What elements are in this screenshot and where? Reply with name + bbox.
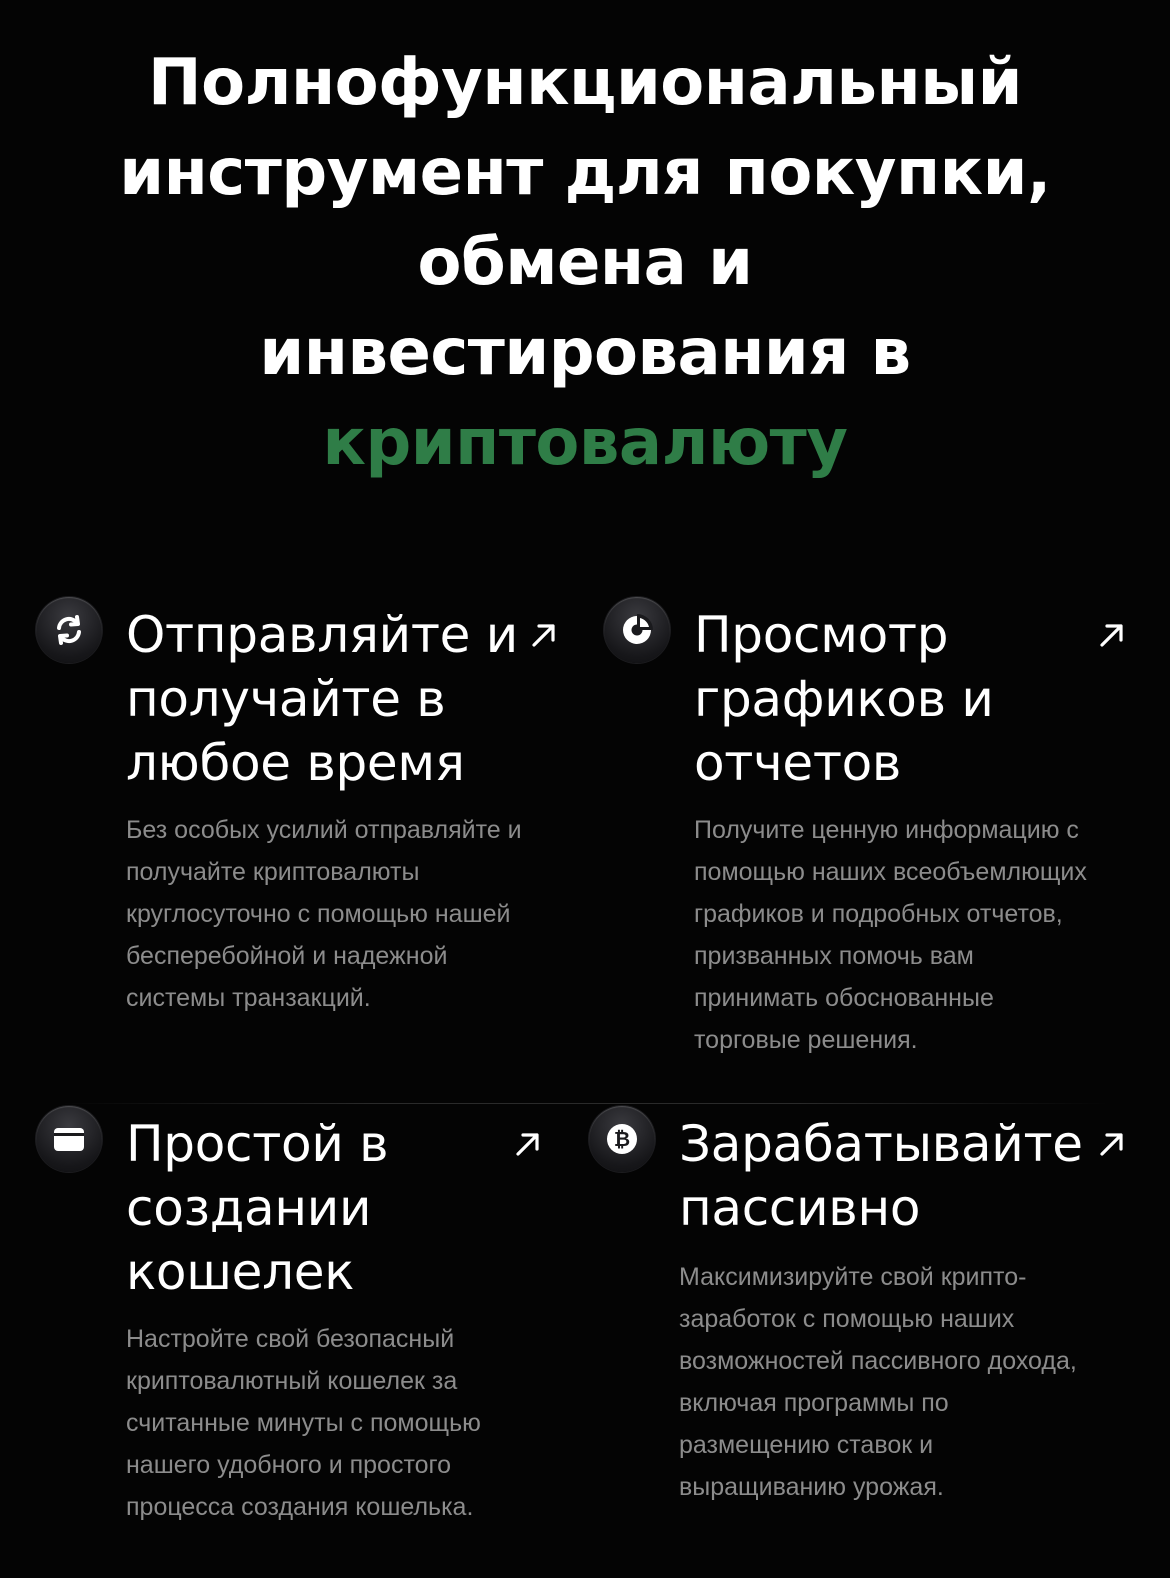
arrow-up-right-icon[interactable] <box>528 619 560 651</box>
feature-charts-reports[interactable] <box>604 597 1136 1057</box>
feature-description: Настройте свой безопасный криптовалютный кошелек за считанные минуты с помощью нашего удобного и простого процесса создания кошелька. <box>126 1325 481 1521</box>
section-divider <box>60 1103 1110 1104</box>
feature-send-receive[interactable] <box>36 597 566 1017</box>
arrow-up-right-icon[interactable] <box>1096 619 1128 651</box>
bitcoin-icon <box>589 1106 655 1172</box>
headline-line-4: инвестирования в <box>259 316 911 390</box>
svg-text:₿: ₿ <box>613 1127 631 1151</box>
feature-title: Просмотр графиков и отчетов <box>694 606 994 792</box>
feature-title: Отправляйте и получайте в любое время <box>126 606 518 792</box>
headline-line-2: инструмент для покупки, <box>119 136 1051 210</box>
pie-chart-icon <box>604 597 670 663</box>
headline-accent: криптовалюту <box>322 406 848 480</box>
feature-description: Без особых усилий отправляйте и получайте криптовалюты круглосуточно с помощью нашей бесперебойной и надежной системы транзакций. <box>126 816 522 1012</box>
feature-passive-income[interactable] <box>589 1106 1136 1526</box>
feature-wallet-creation[interactable] <box>36 1106 566 1536</box>
arrow-up-right-icon[interactable] <box>1096 1128 1128 1160</box>
feature-description: Максимизируйте свой крипто- заработок с помощью наших возможностей пассивного дохода, включая программы по размещению ставок и выращиванию урожая. <box>679 1263 1077 1501</box>
feature-title: Зарабатывайте пассивно <box>679 1115 1083 1237</box>
wallet-icon <box>36 1106 102 1172</box>
headline-line-1: Полнофункциональный <box>148 46 1022 120</box>
arrow-up-right-icon[interactable] <box>512 1128 544 1160</box>
feature-title: Простой в создании кошелек <box>126 1115 389 1301</box>
page-headline <box>0 38 1170 488</box>
sync-arrows-icon <box>36 597 102 663</box>
feature-description: Получите ценную информацию с помощью наших всеобъемлющих графиков и подробных отчетов, призванных помочь вам принимать обоснованные торговые решения. <box>694 816 1087 1054</box>
headline-line-3: обмена и <box>417 226 753 300</box>
